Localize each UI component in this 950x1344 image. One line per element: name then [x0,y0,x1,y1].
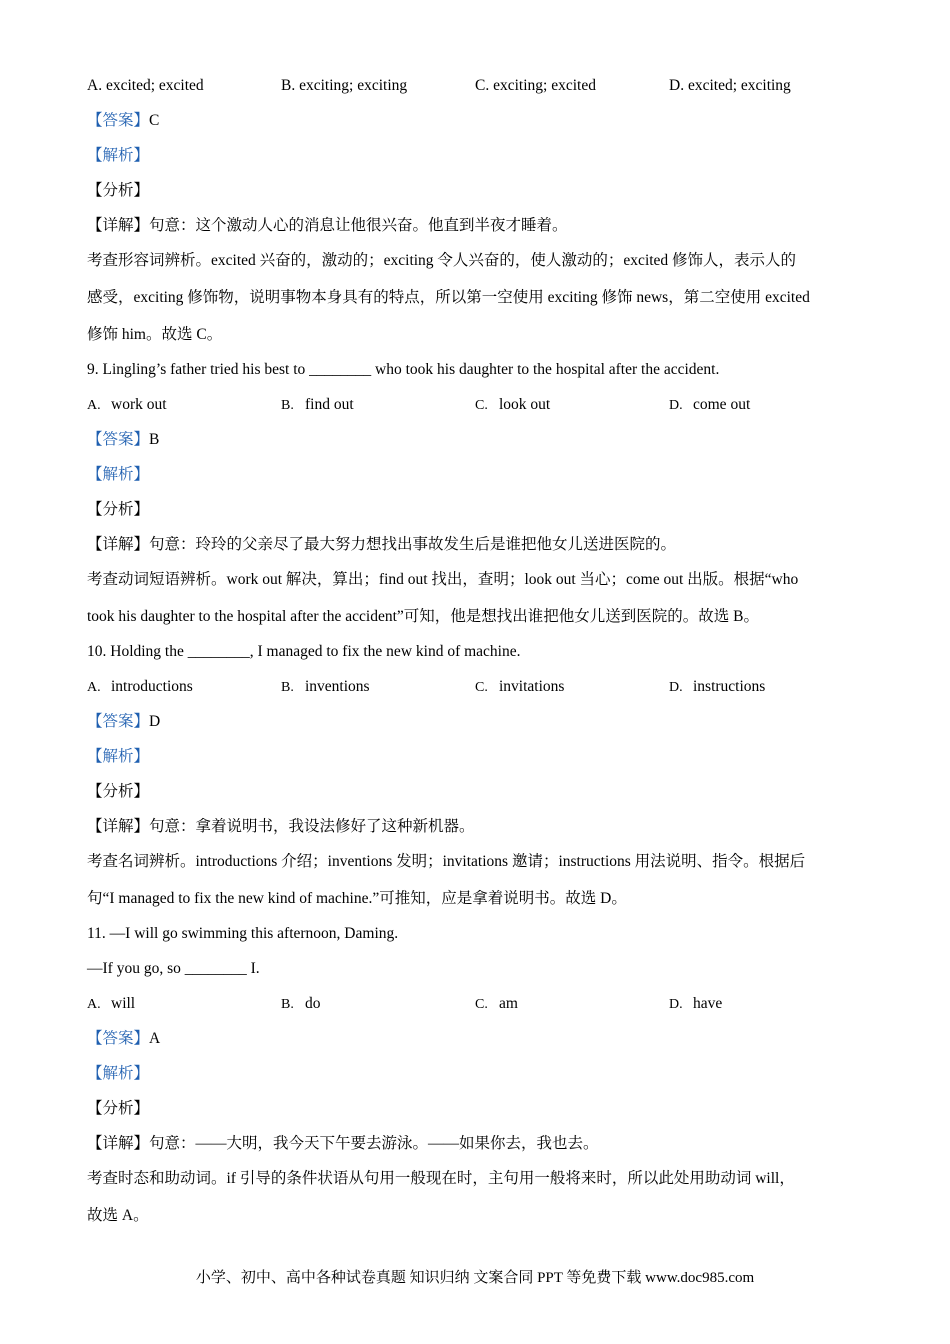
answer-value: A [149,1030,161,1047]
answer-label: 【答案】 [87,431,150,448]
q10-question: 10. Holding the ________, I managed to fix the new kind of machine. [87,643,521,660]
document-content [87,72,877,1237]
q11-answer [87,1025,877,1060]
fenxi-label: 【分析】 [87,182,150,199]
q8-explain-line: 感受，exciting 修饰物，说明事物本身具有的特点，所以第一空使用 exciting 修饰 news，第二空使用 excited [87,289,810,306]
q9-options [87,391,877,426]
q11-option-b: B. do [281,995,321,1012]
q11-question: 11. —I will go swimming this afternoon, Daming. [87,925,399,942]
q10-answer [87,708,877,743]
q8-explain-line: 修饰 him。故选 C。 [87,326,223,343]
q8-option-d: D. excited; exciting [669,77,791,94]
detail-label: 【详解】 [87,536,150,553]
q9-option-a: A. work out [87,396,167,413]
q10-explain-line: 考查名词辨析。introductions 介绍；inventions 发明；invitations 邀请；instructions 用法说明、指令。根据后 [87,853,806,870]
q11-reply: —If you go, so ________ I. [87,960,260,977]
fenxi-label: 【分析】 [87,501,150,518]
q8-option-a: A. excited; excited [87,77,204,94]
q10-options [87,673,877,708]
q10-option-c: C. invitations [475,678,565,695]
q9-explain-line: 考查动词短语辨析。work out 解决，算出；find out 找出，查明；look out 当心；come out 出版。根据“who [87,571,799,588]
q10-explain-line: 句“I managed to fix the new kind of machine.”可推知，应是拿着说明书。故选 D。 [87,890,627,907]
q9-question: 9. Lingling’s father tried his best to ________ who took his daughter to the hospital after the accident. [87,361,720,378]
detail-label: 【详解】 [87,818,150,835]
detail-text: 句意：——大明，我今天下午要去游泳。——如果你去，我也去。 [149,1135,599,1152]
fenxi-label: 【分析】 [87,1100,150,1117]
q8-option-b: B. exciting; exciting [281,77,408,94]
page-footer: 小学、初中、高中各种试卷真题 知识归纳 文案合同 PPT 等免费下载 www.doc985.com [195,1270,755,1286]
answer-value: B [149,431,160,448]
q9-detail [87,531,877,566]
q8-answer [87,107,877,142]
q8-options [87,72,877,107]
detail-label: 【详解】 [87,217,150,234]
q11-detail [87,1130,877,1165]
q8-detail [87,212,877,247]
answer-label: 【答案】 [87,713,150,730]
q10-option-d: D. instructions [669,678,766,695]
q9-option-c: C. look out [475,396,551,413]
answer-value: C [149,112,160,129]
q11-option-a: A. will [87,995,136,1012]
answer-label: 【答案】 [87,1030,150,1047]
q9-answer [87,426,877,461]
detail-text: 句意：拿着说明书，我设法修好了这种新机器。 [149,818,475,835]
q10-detail [87,813,877,848]
q9-explain-line: took his daughter to the hospital after the accident”可知，他是想找出谁把他女儿送到医院的。故选 B。 [87,608,759,625]
q8-explain-line: 考查形容词辨析。excited 兴奋的，激动的；exciting 令人兴奋的，使人激动的；excited 修饰人，表示人的 [87,252,797,269]
detail-text: 句意：玲玲的父亲尽了最大努力想找出事故发生后是谁把他女儿送进医院的。 [149,536,677,553]
analysis-label: 【解析】 [87,466,150,483]
q11-options [87,990,877,1025]
q11-explain-line: 故选 A。 [87,1207,149,1224]
q11-explain-line: 考查时态和助动词。if 引导的条件状语从句用一般现在时，主句用一般将来时，所以此处用助动词 will， [87,1170,795,1187]
answer-value: D [149,713,161,730]
q11-option-d: D. have [669,995,723,1012]
q11-option-c: C. am [475,995,518,1012]
detail-label: 【详解】 [87,1135,150,1152]
q10-option-b: B. inventions [281,678,370,695]
detail-text: 句意：这个激动人心的消息让他很兴奋。他直到半夜才睡着。 [149,217,568,234]
q9-option-b: B. find out [281,396,354,413]
fenxi-label: 【分析】 [87,783,150,800]
q8-option-c: C. exciting; excited [475,77,596,94]
analysis-label: 【解析】 [87,748,150,765]
q9-option-d: D. come out [669,396,751,413]
q10-option-a: A. introductions [87,678,193,695]
analysis-label: 【解析】 [87,1065,150,1082]
answer-label: 【答案】 [87,112,150,129]
analysis-label: 【解析】 [87,147,150,164]
